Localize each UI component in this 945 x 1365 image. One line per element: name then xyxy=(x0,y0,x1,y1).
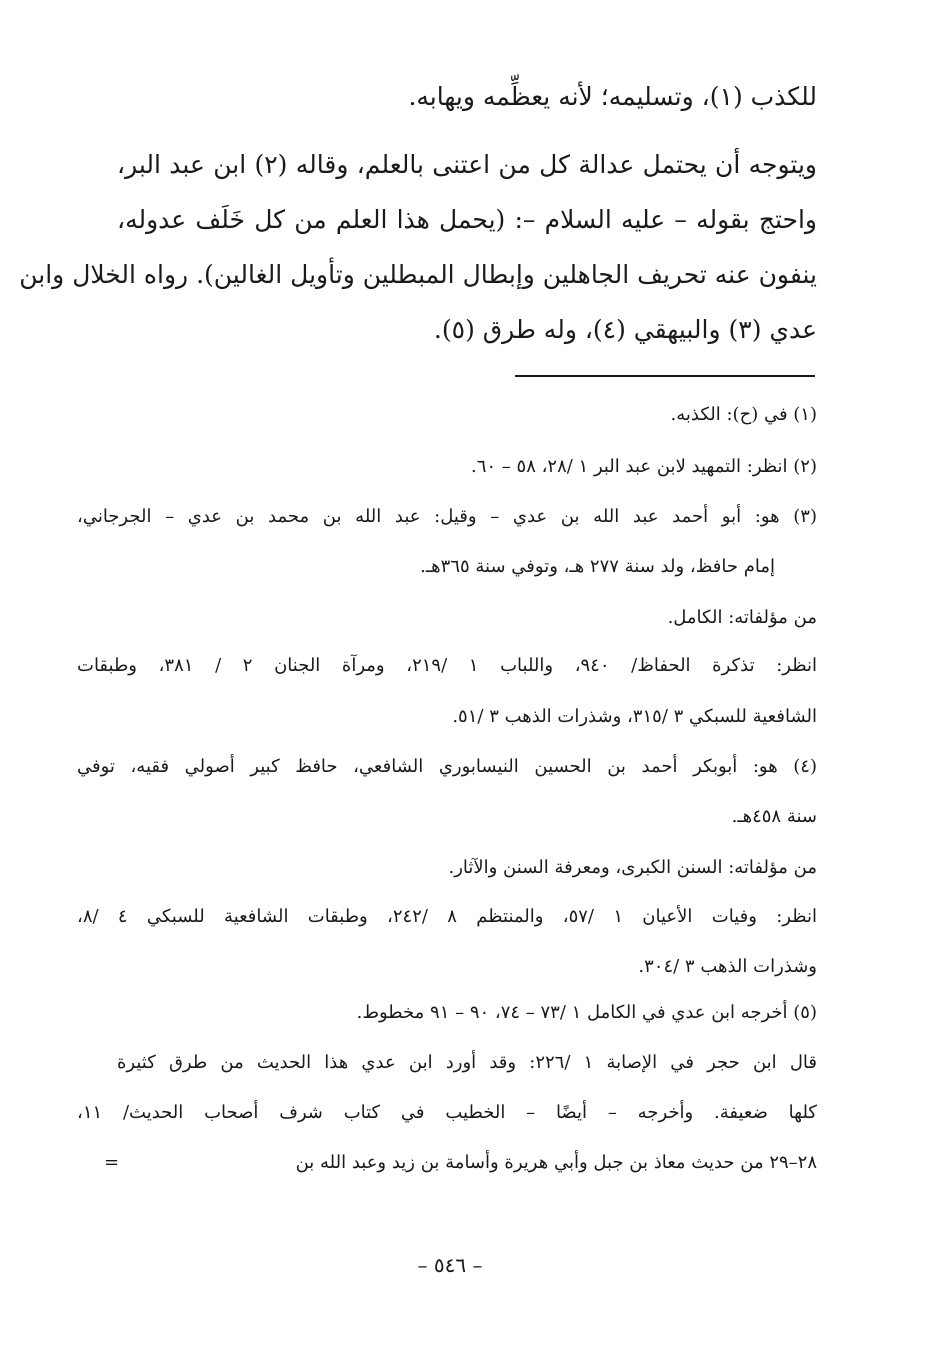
footnote-line: من مؤلفاته: الكامل. xyxy=(667,607,817,628)
footnote-line: وشذرات الذهب ٣ /٣٠٤. xyxy=(638,956,817,977)
footnote-line: (١) في (ح): الكذبه. xyxy=(670,404,817,425)
main-text-line: ينفون عنه تحريف الجاهلين وإبطال المبطلين وتأويل الغالين). رواه الخلال وابن xyxy=(19,260,817,289)
footnote-line: قال ابن حجر في الإصابة ١ /٢٢٦: وقد أورد ابن عدي هذا الحديث من طرق كثيرة xyxy=(117,1052,817,1073)
footnote-line: سنة ٤٥٨هـ. xyxy=(731,806,817,827)
main-text-line: للكذب (١)، وتسليمه؛ لأنه يعظِّمه ويهابه. xyxy=(408,82,817,111)
footnote-line: انظر: تذكرة الحفاظ/ ٩٤٠، واللباب ١ /٢١٩، ومرآة الجنان ٢ / ٣٨١، وطبقات xyxy=(77,655,817,676)
footnote-line: (٥) أخرجه ابن عدي في الكامل ١ /٧٣ – ٧٤، ٩٠ – ٩١ مخطوط. xyxy=(356,1002,817,1023)
footnote-line: (٣) هو: أبو أحمد عبد الله بن عدي – وقيل: عبد الله بن محمد بن عدي – الجرجاني، xyxy=(77,506,817,527)
footnote-separator xyxy=(515,375,815,377)
footnote-line: كلها ضعيفة. وأخرجه – أيضًا – الخطيب في كتاب شرف أصحاب الحديث/ ١١، xyxy=(77,1102,817,1123)
page-number: – ٥٤٦ – xyxy=(417,1253,483,1277)
main-text-line: عدي (٣) والبيهقي (٤)، وله طرق (٥). xyxy=(433,315,817,344)
main-text-line: ويتوجه أن يحتمل عدالة كل من اعتنى بالعلم، وقاله (٢) ابن عبد البر، xyxy=(117,150,817,179)
footnote-line: الشافعية للسبكي ٣ /٣١٥، وشذرات الذهب ٣ /٥١. xyxy=(452,706,817,727)
continuation-mark: = xyxy=(104,1152,120,1173)
main-text-line: واحتج بقوله – عليه السلام –: (يحمل هذا العلم من كل خَلَف عدوله، xyxy=(117,205,817,234)
footnote-line: (٤) هو: أبوبكر أحمد بن الحسين النيسابوري الشافعي، حافظ كبير أصولي فقيه، توفي xyxy=(77,756,817,777)
footnote-line: (٢) انظر: التمهيد لابن عبد البر ١ /٢٨، ٥٨ – ٦٠. xyxy=(471,456,817,477)
footnote-line: إمام حافظ، ولد سنة ٢٧٧ هـ، وتوفي سنة ٣٦٥هـ. xyxy=(420,556,775,577)
footnote-line: ٢٨–٢٩ من حديث معاذ بن جبل وأبي هريرة وأسامة بن زيد وعبد الله بن xyxy=(295,1152,817,1173)
footnote-line: انظر: وفيات الأعيان ١ /٥٧، والمنتظم ٨ /٢٤٢، وطبقات الشافعية للسبكي ٤ /٨، xyxy=(77,906,817,927)
footnote-line: من مؤلفاته: السنن الكبرى، ومعرفة السنن والآثار. xyxy=(448,857,817,878)
